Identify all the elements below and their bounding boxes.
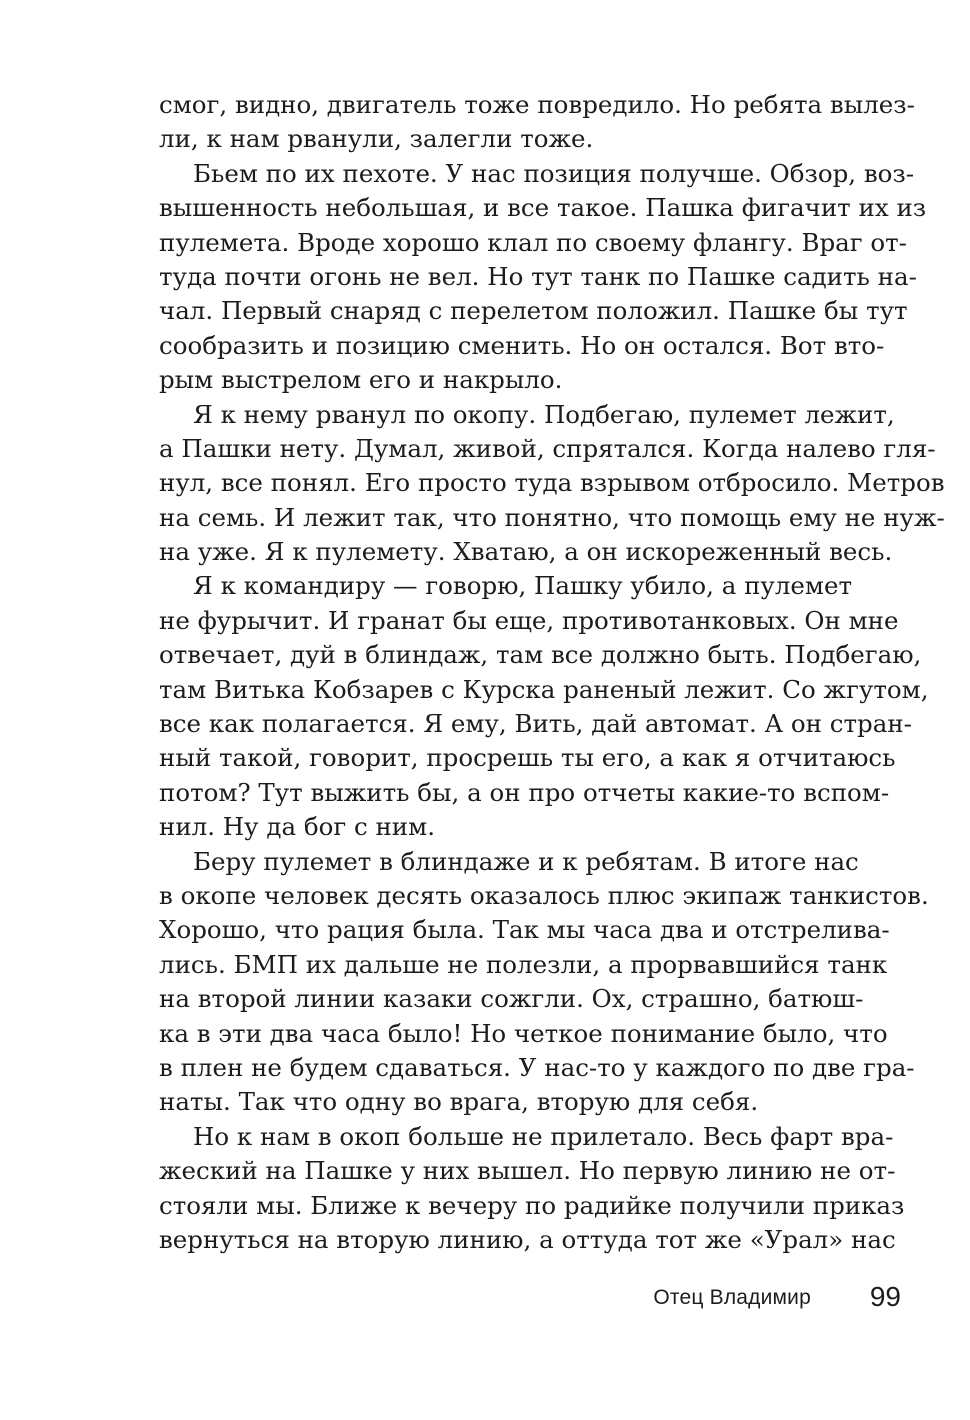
body-text bbox=[159, 88, 945, 1257]
text-line: отвечает, дуй в блиндаж, там все должно быть. Подбегаю, bbox=[159, 640, 922, 670]
text-line: на второй линии казаки сожгли. Ох, страшно, батюш- bbox=[159, 984, 864, 1014]
running-footer-title: Отец Владимир bbox=[653, 1286, 811, 1309]
text-line: чал. Первый снаряд с перелетом положил. Пашке бы тут bbox=[159, 296, 908, 326]
text-line: на уже. Я к пулемету. Хватаю, а он искореженный весь. bbox=[159, 537, 893, 567]
page-number: 99 bbox=[869, 1281, 901, 1312]
text-line: наты. Так что одну во врага, вторую для себя. bbox=[159, 1087, 759, 1117]
text-line: не фурычит. И гранат бы еще, противотанковых. Он мне bbox=[159, 605, 899, 635]
text-line: там Витька Кобзарев с Курска раненый лежит. Со жгутом, bbox=[159, 674, 929, 704]
text-line: нул, все понял. Его просто туда взрывом отбросило. Метров bbox=[159, 468, 945, 498]
text-line: пулемета. Вроде хорошо клал по своему флангу. Враг от- bbox=[159, 227, 907, 257]
text-line: смог, видно, двигатель тоже повредило. Но ребята вылез- bbox=[159, 90, 915, 119]
text-line: Но к нам в окоп больше не прилетало. Весь фарт вра- bbox=[193, 1121, 894, 1151]
text-line: потом? Тут выжить бы, а он про отчеты какие-то вспом- bbox=[159, 777, 890, 807]
text-line: жеский на Пашке у них вышел. Но первую линию не от- bbox=[159, 1156, 896, 1186]
text-line: ный такой, говорит, просрешь ты его, а как я отчитаюсь bbox=[159, 743, 896, 773]
text-line: лись. БМП их дальше не полезли, а прорвавшийся танк bbox=[159, 949, 888, 979]
text-line: Я к нему рванул по окопу. Подбегаю, пулемет лежит, bbox=[193, 399, 895, 429]
text-line: на семь. И лежит так, что понятно, что помощь ему не нуж- bbox=[159, 502, 945, 532]
text-line: сообразить и позицию сменить. Но он остался. Вот вто- bbox=[159, 330, 885, 360]
text-line: ка в эти два часа было! Но четкое понимание было, что bbox=[159, 1018, 888, 1048]
text-line: в плен не будем сдаваться. У нас-то у каждого по две гра- bbox=[159, 1052, 915, 1082]
text-line: нил. Ну да бог с ним. bbox=[159, 812, 435, 842]
text-line: туда почти огонь не вел. Но тут танк по Пашке садить на- bbox=[159, 261, 917, 291]
text-line: рым выстрелом его и накрыло. bbox=[159, 365, 563, 395]
text-line: Бьем по их пехоте. У нас позиция получше. Обзор, воз- bbox=[193, 158, 915, 188]
text-line: Хорошо, что рация была. Так мы часа два и отстрелива- bbox=[159, 915, 890, 945]
text-line: Я к командиру — говорю, Пашку убило, а пулемет bbox=[193, 571, 852, 601]
text-line: стояли мы. Ближе к вечеру по радийке получили приказ bbox=[159, 1190, 905, 1220]
text-line: ли, к нам рванули, залегли тоже. bbox=[159, 124, 594, 154]
text-line: вернуться на вторую линию, а оттуда тот же «Урал» нас bbox=[159, 1224, 896, 1254]
text-line: в окопе человек десять оказалось плюс экипаж танкистов. bbox=[159, 880, 929, 910]
text-line: вышенность небольшая, и все такое. Пашка фигачит их из bbox=[159, 193, 927, 223]
text-line: а Пашки нету. Думал, живой, спрятался. Когда налево гля- bbox=[159, 433, 936, 463]
text-line: все как полагается. Я ему, Вить, дай автомат. А он стран- bbox=[159, 709, 912, 739]
text-line: Беру пулемет в блиндаже и к ребятам. В итоге нас bbox=[193, 846, 859, 876]
